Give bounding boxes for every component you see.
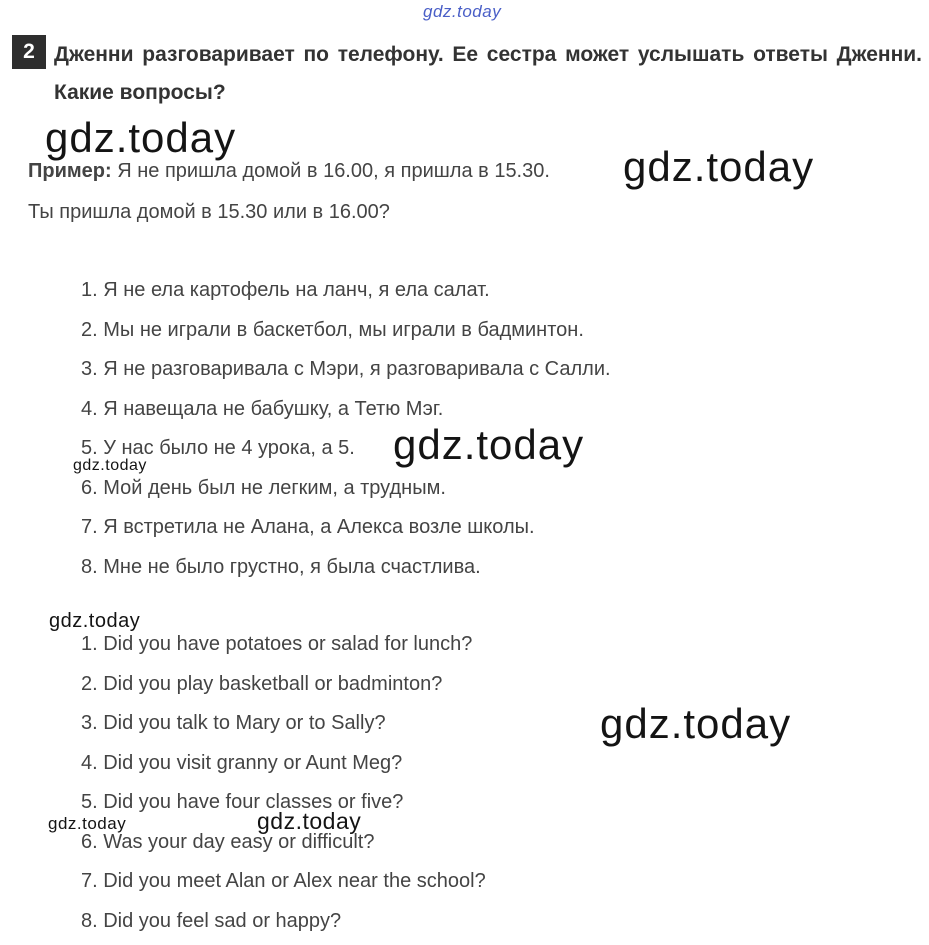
example-statement: Я не пришла домой в 16.00, я пришла в 15.30. bbox=[112, 160, 550, 182]
list-item: 5. У нас было не 4 урока, а 5. bbox=[81, 433, 611, 473]
list-item: 8. Did you feel sad or happy? bbox=[81, 906, 486, 945]
list-item: 1. Did you have potatoes or salad for lunch? bbox=[81, 629, 486, 669]
watermark-small: gdz.today bbox=[49, 610, 140, 633]
example-label: Пример: bbox=[28, 160, 112, 182]
list-item: 7. Я встретила не Алана, а Алекса возле школы. bbox=[81, 512, 611, 552]
watermark-top: gdz.today bbox=[423, 2, 501, 22]
task-title: Дженни разговаривает по телефону. Ее сестра может услышать ответы Дженни. Какие вопросы? bbox=[54, 36, 922, 112]
example-answer: Ты пришла домой в 15.30 или в 16.00? bbox=[28, 197, 390, 227]
list-item: 3. Я не разговаривала с Мэри, я разговаривала с Салли. bbox=[81, 354, 611, 394]
example-line bbox=[28, 156, 550, 186]
list-item: 4. Я навещала не бабушку, а Тетю Мэг. bbox=[81, 394, 611, 434]
list-item: 1. Я не ела картофель на ланч, я ела салат. bbox=[81, 275, 611, 315]
list-item: 6. Was your day easy or difficult? bbox=[81, 827, 486, 867]
list-item: 2. Did you play basketball or badminton? bbox=[81, 669, 486, 709]
watermark-large: gdz.today bbox=[393, 421, 584, 469]
watermark-large: gdz.today bbox=[623, 143, 814, 191]
list-item: 3. Did you talk to Mary or to Sally? bbox=[81, 708, 486, 748]
list-item: 6. Мой день был не легким, а трудным. bbox=[81, 473, 611, 513]
task-number-badge: 2 bbox=[12, 35, 46, 69]
watermark-small: gdz.today bbox=[73, 457, 147, 475]
english-question-list bbox=[81, 629, 486, 945]
list-item: 7. Did you meet Alan or Alex near the school? bbox=[81, 866, 486, 906]
list-item: 5. Did you have four classes or five? bbox=[81, 787, 486, 827]
watermark-large: gdz.today bbox=[45, 114, 236, 162]
watermark-small: gdz.today bbox=[48, 814, 126, 834]
watermark-large: gdz.today bbox=[600, 700, 791, 748]
list-item: 2. Мы не играли в баскетбол, мы играли в бадминтон. bbox=[81, 315, 611, 355]
list-item: 4. Did you visit granny or Aunt Meg? bbox=[81, 748, 486, 788]
watermark-small: gdz.today bbox=[257, 808, 361, 835]
list-item: 8. Мне не было грустно, я была счастлива. bbox=[81, 552, 611, 592]
